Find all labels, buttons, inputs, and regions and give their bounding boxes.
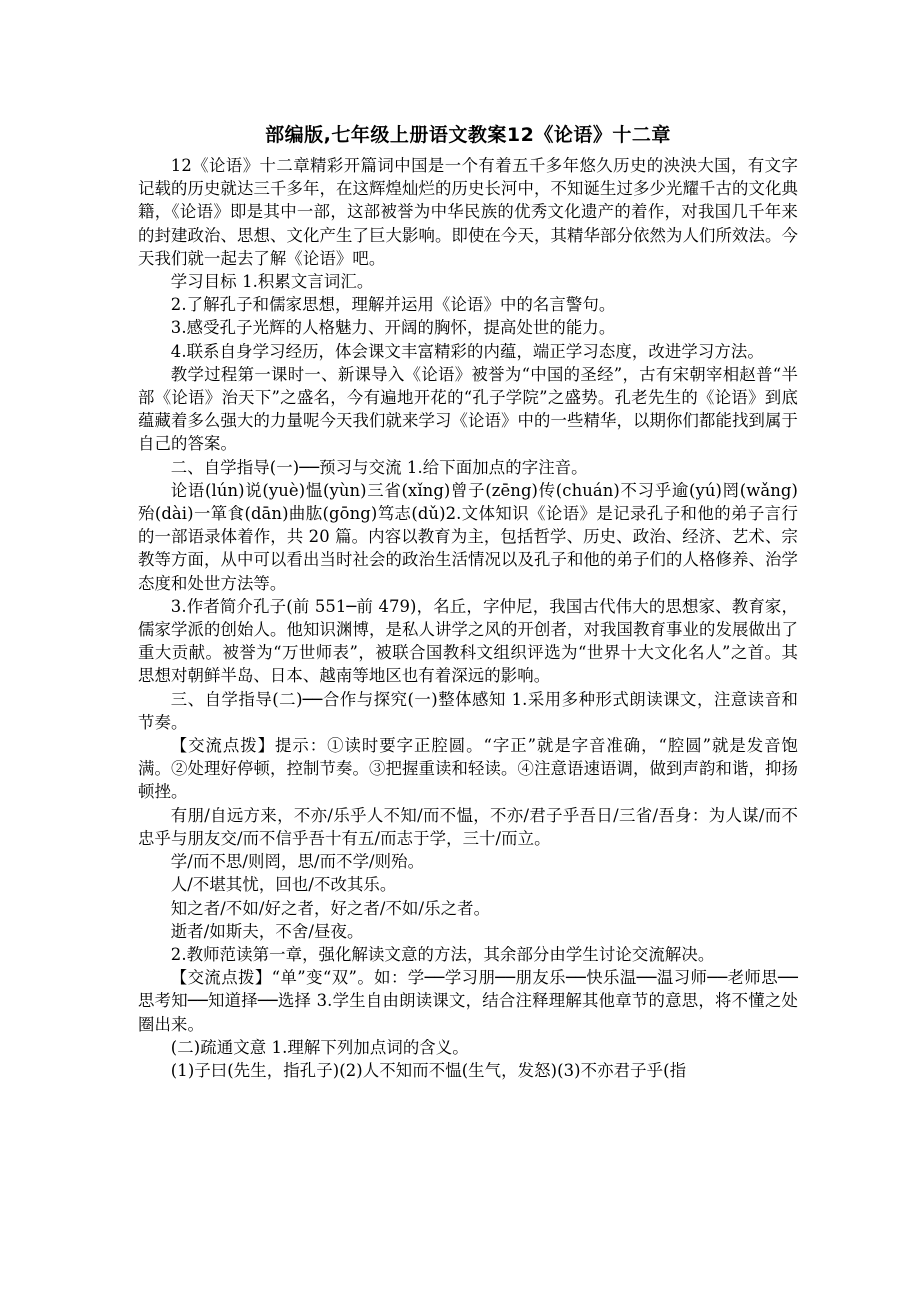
pronunciation-paragraph: 论语(lún)说(yuè)愠(yùn)三省(xǐng)曾子(zēng)传(chuán)不习乎逾(yú)罔(wǎng)殆(dài)一箪食(dān)曲肱(gōng)笃志(dǔ)2.文体知识《论语》是记录孔子和他的弟子言行的一部语录体着作，共 20 篇。内容以教育为主，包括哲学、历史、政治、经济、艺术、宗教等方面，从中可以看出当时社会的政治生活情况以及孔子和他的弟子们的人格修养、治学态度和处世方法等。 [138,480,798,593]
word-expansion-paragraph: 【交流点拨】“单”变“双”。如：学──学习朋──朋友乐──快乐温──温习师──老师思──思考知──知道择──选择 3.学生自由朗读课文，结合注释理解其他章节的意思，将不懂之处圈出来。 [138,968,798,1034]
objective-1: 学习目标 1.积累文言词汇。 [170,272,374,292]
rhythm-paragraph-3: 人/不堪其忧，回也/不改其乐。 [170,875,397,895]
rhythm-paragraph-2: 学/而不思/则罔，思/而不学/则殆。 [170,852,425,872]
lesson-intro-paragraph: 教学过程第一课时一、新课导入《论语》被誉为“中国的圣经”，古有宋朝宰相赵普“半部《论语》治天下”之盛名，今有遍地开花的“孔子学院”之盛势。孔老先生的《论语》到底蕴藏着多么强大的力量呢今天我们就来学习《论语》中的一些精华，以期你们都能找到属于自己的答案。 [138,364,798,454]
objective-4: 4.联系自身学习经历，体会课文丰富精彩的内蕴，端正学习态度，改进学习方法。 [170,341,764,361]
document-page [138,122,798,1082]
rhythm-paragraph-1: 有朋/自远方来，不亦/乐乎人不知/而不愠，不亦/君子乎吾日/三省/吾身：为人谋/而不忠乎与朋友交/而不信乎吾十有五/而志于学，三十/而立。 [138,805,798,848]
objective-3: 3.感受孔子光辉的人格魅力、开阔的胸怀，提高处世的能力。 [170,318,616,338]
rhythm-paragraph-5: 逝者/如斯夫，不舍/昼夜。 [170,921,364,941]
objective-2: 2.了解孔子和儒家思想，理解并运用《论语》中的名言警句。 [170,295,616,315]
self-study-1-heading: 二、自学指导(一)──预习与交流 1.给下面加点的字注音。 [170,457,588,477]
author-intro-paragraph: 3.作者简介孔子(前 551─前 479)，名丘，字仲尼，我国古代伟大的思想家、教育家，儒家学派的创始人。他知识渊博，是私人讲学之风的开创者，对我国教育事业的发展做出了重大贡献。被誉为“万世师表”，被联合国教科文组织评选为“世界十大文化名人”之首。其思想对朝鲜半岛、日本、越南等地区也有着深远的影响。 [138,596,798,686]
text-meaning-heading: (二)疏通文意 1.理解下列加点词的含义。 [170,1037,469,1057]
word-meaning-paragraph: (1)子曰(先生，指孔子)(2)人不知而不愠(生气，发怒)(3)不亦君子乎(指 [170,1060,687,1080]
document-title: 部编版,七年级上册语文教案12《论语》十二章 [265,124,671,146]
self-study-2-heading: 三、自学指导(二)──合作与探究(一)整体感知 1.采用多种形式朗读课文，注意读音和节奏。 [138,689,798,732]
document-body [138,154,798,1082]
intro-paragraph: 12《论语》十二章精彩开篇词中国是一个有着五千多年悠久历史的泱泱大国，有文字记载的历史就达三千多年，在这辉煌灿烂的历史长河中，不知诞生过多少光耀千古的文化典籍，《论语》即是其中一部，这部被誉为中华民族的优秀文化遗产的着作，对我国几千年来的封建政治、思想、文化产生了巨大影响。即使在今天，其精华部分依然为人们所效法。今天我们就一起去了解《论语》吧。 [138,156,798,268]
reading-tips-paragraph: 【交流点拨】提示：①读时要字正腔圆。“字正”就是字音准确，“腔圆”就是发音饱满。②处理好停顿，控制节奏。③把握重读和轻读。④注意语速语调，做到声韵和谐，抑扬顿挫。 [138,736,798,802]
rhythm-paragraph-4: 知之者/不如/好之者，好之者/不如/乐之者。 [170,898,491,918]
teacher-reading-paragraph: 2.教师范读第一章，强化解读文意的方法，其余部分由学生讨论交流解决。 [170,944,715,964]
